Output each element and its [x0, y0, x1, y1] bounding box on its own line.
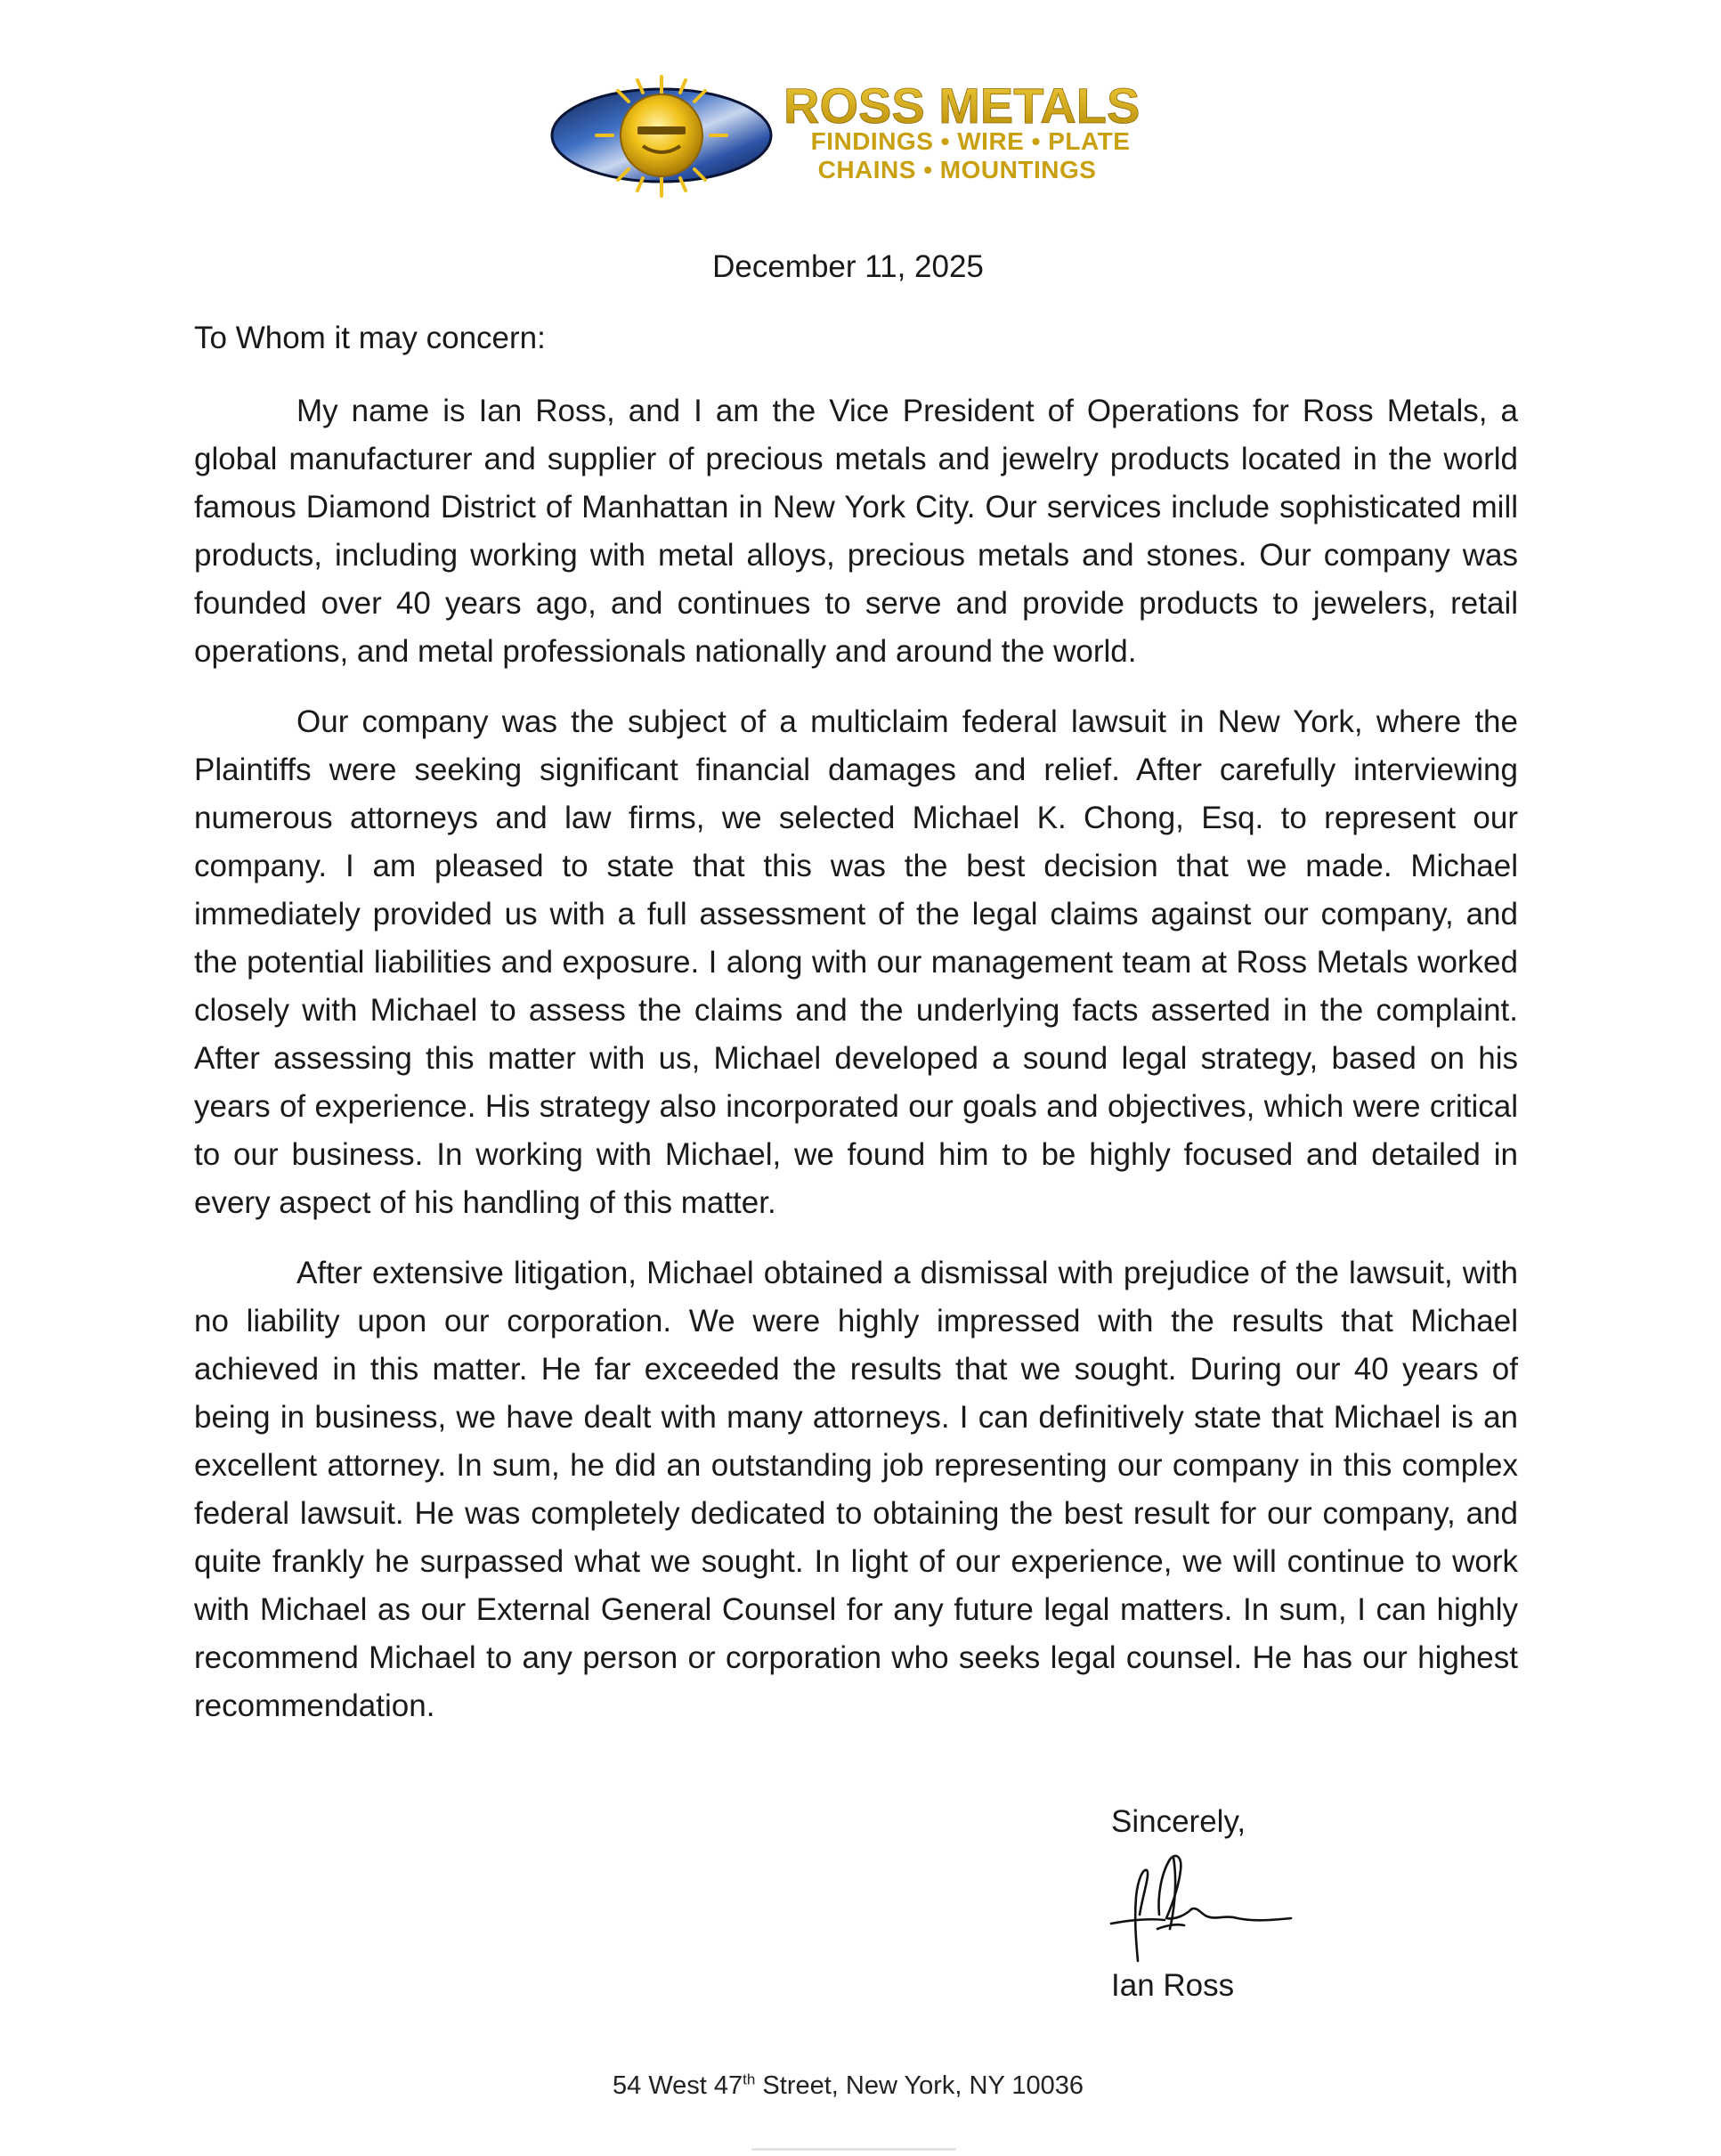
- footer-address: [0, 2068, 1696, 2103]
- address-ordinal-suffix: th: [743, 2071, 756, 2088]
- signer-name: Ian Ross: [1111, 1968, 1235, 2003]
- paragraph-introduction: My name is Ian Ross, and I am the Vice President of Operations for Ross Metals, a global manufacturer and supplier of precious metals and jewelry products located in the world famous Diamond District of Manhattan in New York City. Our services include sophisticated mill products, including working with metal alloys, precious metals and stones. Our company was founded over 40 years ago, and continues to serve and provide products to jewelers, retail operations, and metal professionals nationally and around the world.: [194, 394, 1518, 669]
- address-street-number: 54 West 47: [613, 2071, 743, 2100]
- letter-body: [194, 387, 1518, 1753]
- paragraph-recommendation: After extensive litigation, Michael obtained a dismissal with prejudice of the lawsuit, with no liability upon our corporation. We were highly impressed with the results that Michael achieved in this matter. He far exceeded the results that we sought. During our 40 years of being in business, we have dealt with many attorneys. I can definitively state that Michael is an excellent attorney. In sum, he did an outstanding job representing our company in this complex federal lawsuit. He was completely dedicated to obtaining the best result for our company, and quite frankly he surpassed what we sought. In light of our experience, we will continue to work with Michael as our External General Counsel for any future legal matters. In sum, I can highly recommend Michael to any person or corporation who seeks legal counsel. He has our highest recommendation.: [194, 1256, 1518, 1723]
- svg-text:ROSS METALS: ROSS METALS: [783, 77, 1141, 134]
- ross-metals-logo: [550, 71, 1156, 214]
- salutation: To Whom it may concern:: [194, 321, 546, 355]
- logo-tagline-line2: CHAINS • MOUNTINGS: [817, 156, 1097, 183]
- paragraph-lawsuit: Our company was the subject of a multiclaim federal lawsuit in New York, where the Plaintiffs were seeking significant financial damages and relief. After carefully interviewing numerous attorneys and law firms, we selected Michael K. Chong, Esq. to represent our company. I am pleased to state that this was the best decision that we made. Michael immediately provided us with a full assessment of the legal claims against our company, and the potential liabilities and exposure. I along with our management team at Ross Metals worked closely with Michael to assess the claims and the underlying facts asserted in the complaint. After assessing this matter with us, Michael developed a sound legal strategy, based on his years of experience. His strategy also incorporated our goals and objectives, which were critical to our business. In working with Michael, we found him to be highly focused and detailed in every aspect of his handling of this matter.: [194, 704, 1518, 1220]
- closing: Sincerely,: [1111, 1804, 1246, 1839]
- logo-tagline-line1: FINDINGS • WIRE • PLATE: [810, 127, 1131, 155]
- letter-date: December 11, 2025: [712, 249, 984, 284]
- page-bottom-divider: [751, 2148, 956, 2151]
- signature: [1104, 1843, 1300, 1968]
- address-city-zip: Street, New York, NY 10036: [755, 2071, 1084, 2100]
